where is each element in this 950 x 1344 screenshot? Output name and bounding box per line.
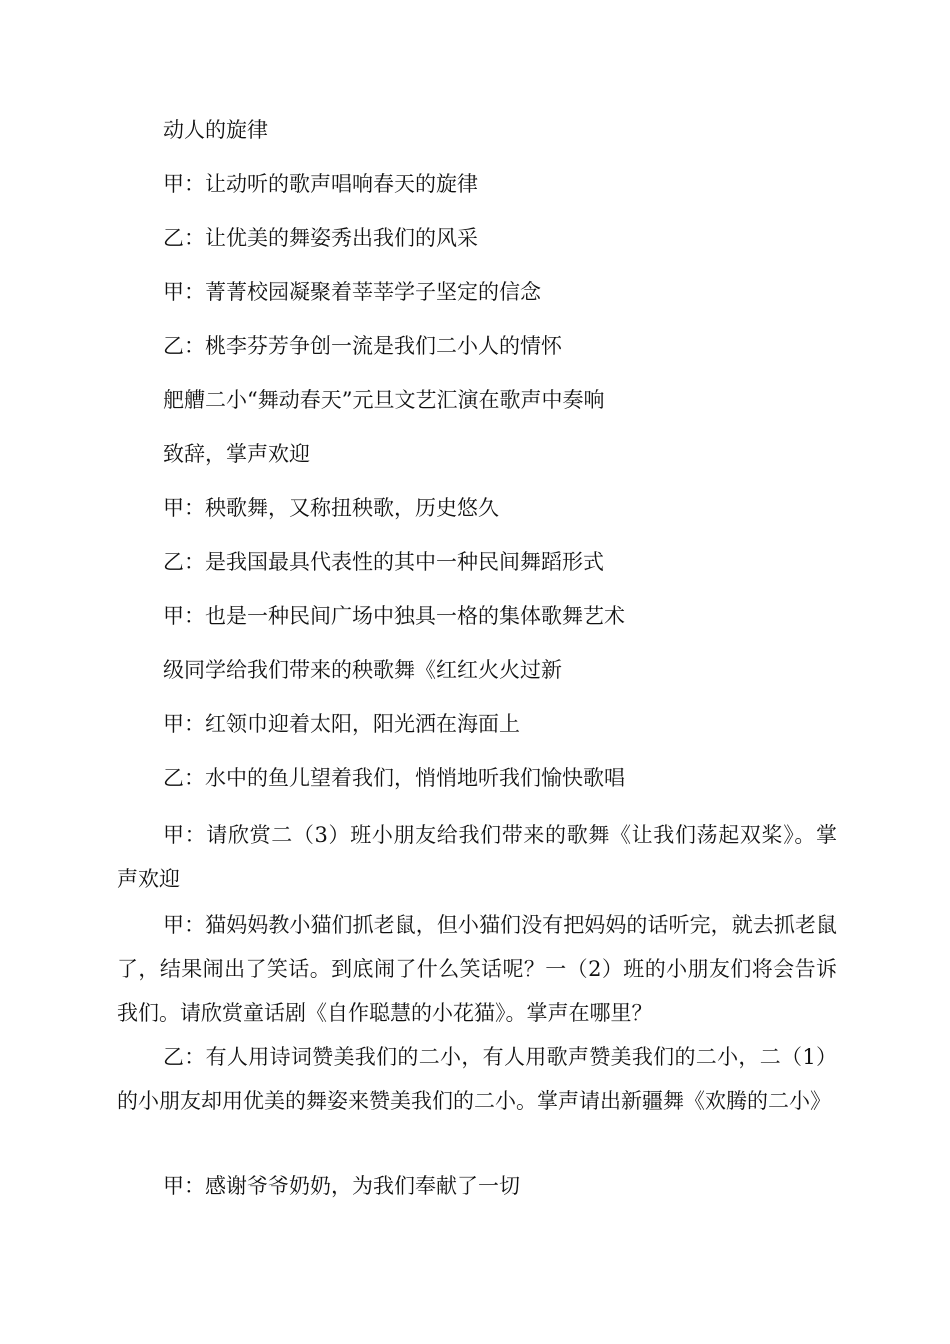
line-text: 甲：秧歌舞，又称扭秧歌，历史悠久 xyxy=(163,496,499,520)
line-text: 甲：让动听的歌声唱响春天的旋律 xyxy=(163,172,478,196)
line-text: 乙：水中的鱼儿望着我们，悄悄地听我们愉快歌唱 xyxy=(163,766,625,790)
line-text: 乙：是我国最具代表性的其中一种民间舞蹈形式 xyxy=(163,550,604,574)
line-text: 乙：桃李芬芳争创一流是我们二小人的情怀 xyxy=(163,334,562,358)
paragraph: 甲：猫妈妈教小猫们抓老鼠，但小猫们没有把妈妈的话听完，就去抓老鼠了，结果闹出了笑话。到底闹了什么笑话呢？一（2）班的小朋友们将会告诉我们。请欣赏童话剧《自作聪慧的小花猫》。掌声在哪里？ xyxy=(117,913,837,1025)
line-text: 甲：红领巾迎着太阳，阳光洒在海面上 xyxy=(163,712,520,736)
line-text: 致辞，掌声欢迎 xyxy=(163,442,310,466)
line-text: 甲：也是一种民间广场中独具一格的集体歌舞艺术 xyxy=(163,604,625,628)
paragraph: 甲：请欣赏二（3）班小朋友给我们带来的歌舞《让我们荡起双桨》。掌声欢迎 xyxy=(117,823,837,891)
line-text: 级同学给我们带来的秧歌舞《红红火火过新 xyxy=(163,658,562,682)
line-text: 甲：感谢爷爷奶奶，为我们奉献了一切 xyxy=(163,1174,520,1198)
line-text: 舥艚二小“舞动春天”元旦文艺汇演在歌声中奏响 xyxy=(163,388,605,412)
paragraph: 乙：有人用诗词赞美我们的二小，有人用歌声赞美我们的二小，二（1）的小朋友却用优美的舞姿来赞美我们的二小。掌声请出新疆舞《欢腾的二小》 xyxy=(117,1045,837,1113)
line-text: 乙：让优美的舞姿秀出我们的风采 xyxy=(163,226,478,250)
line-text: 甲：菁菁校园凝聚着莘莘学子坚定的信念 xyxy=(163,280,541,304)
line-text: 动人的旋律 xyxy=(163,118,268,142)
